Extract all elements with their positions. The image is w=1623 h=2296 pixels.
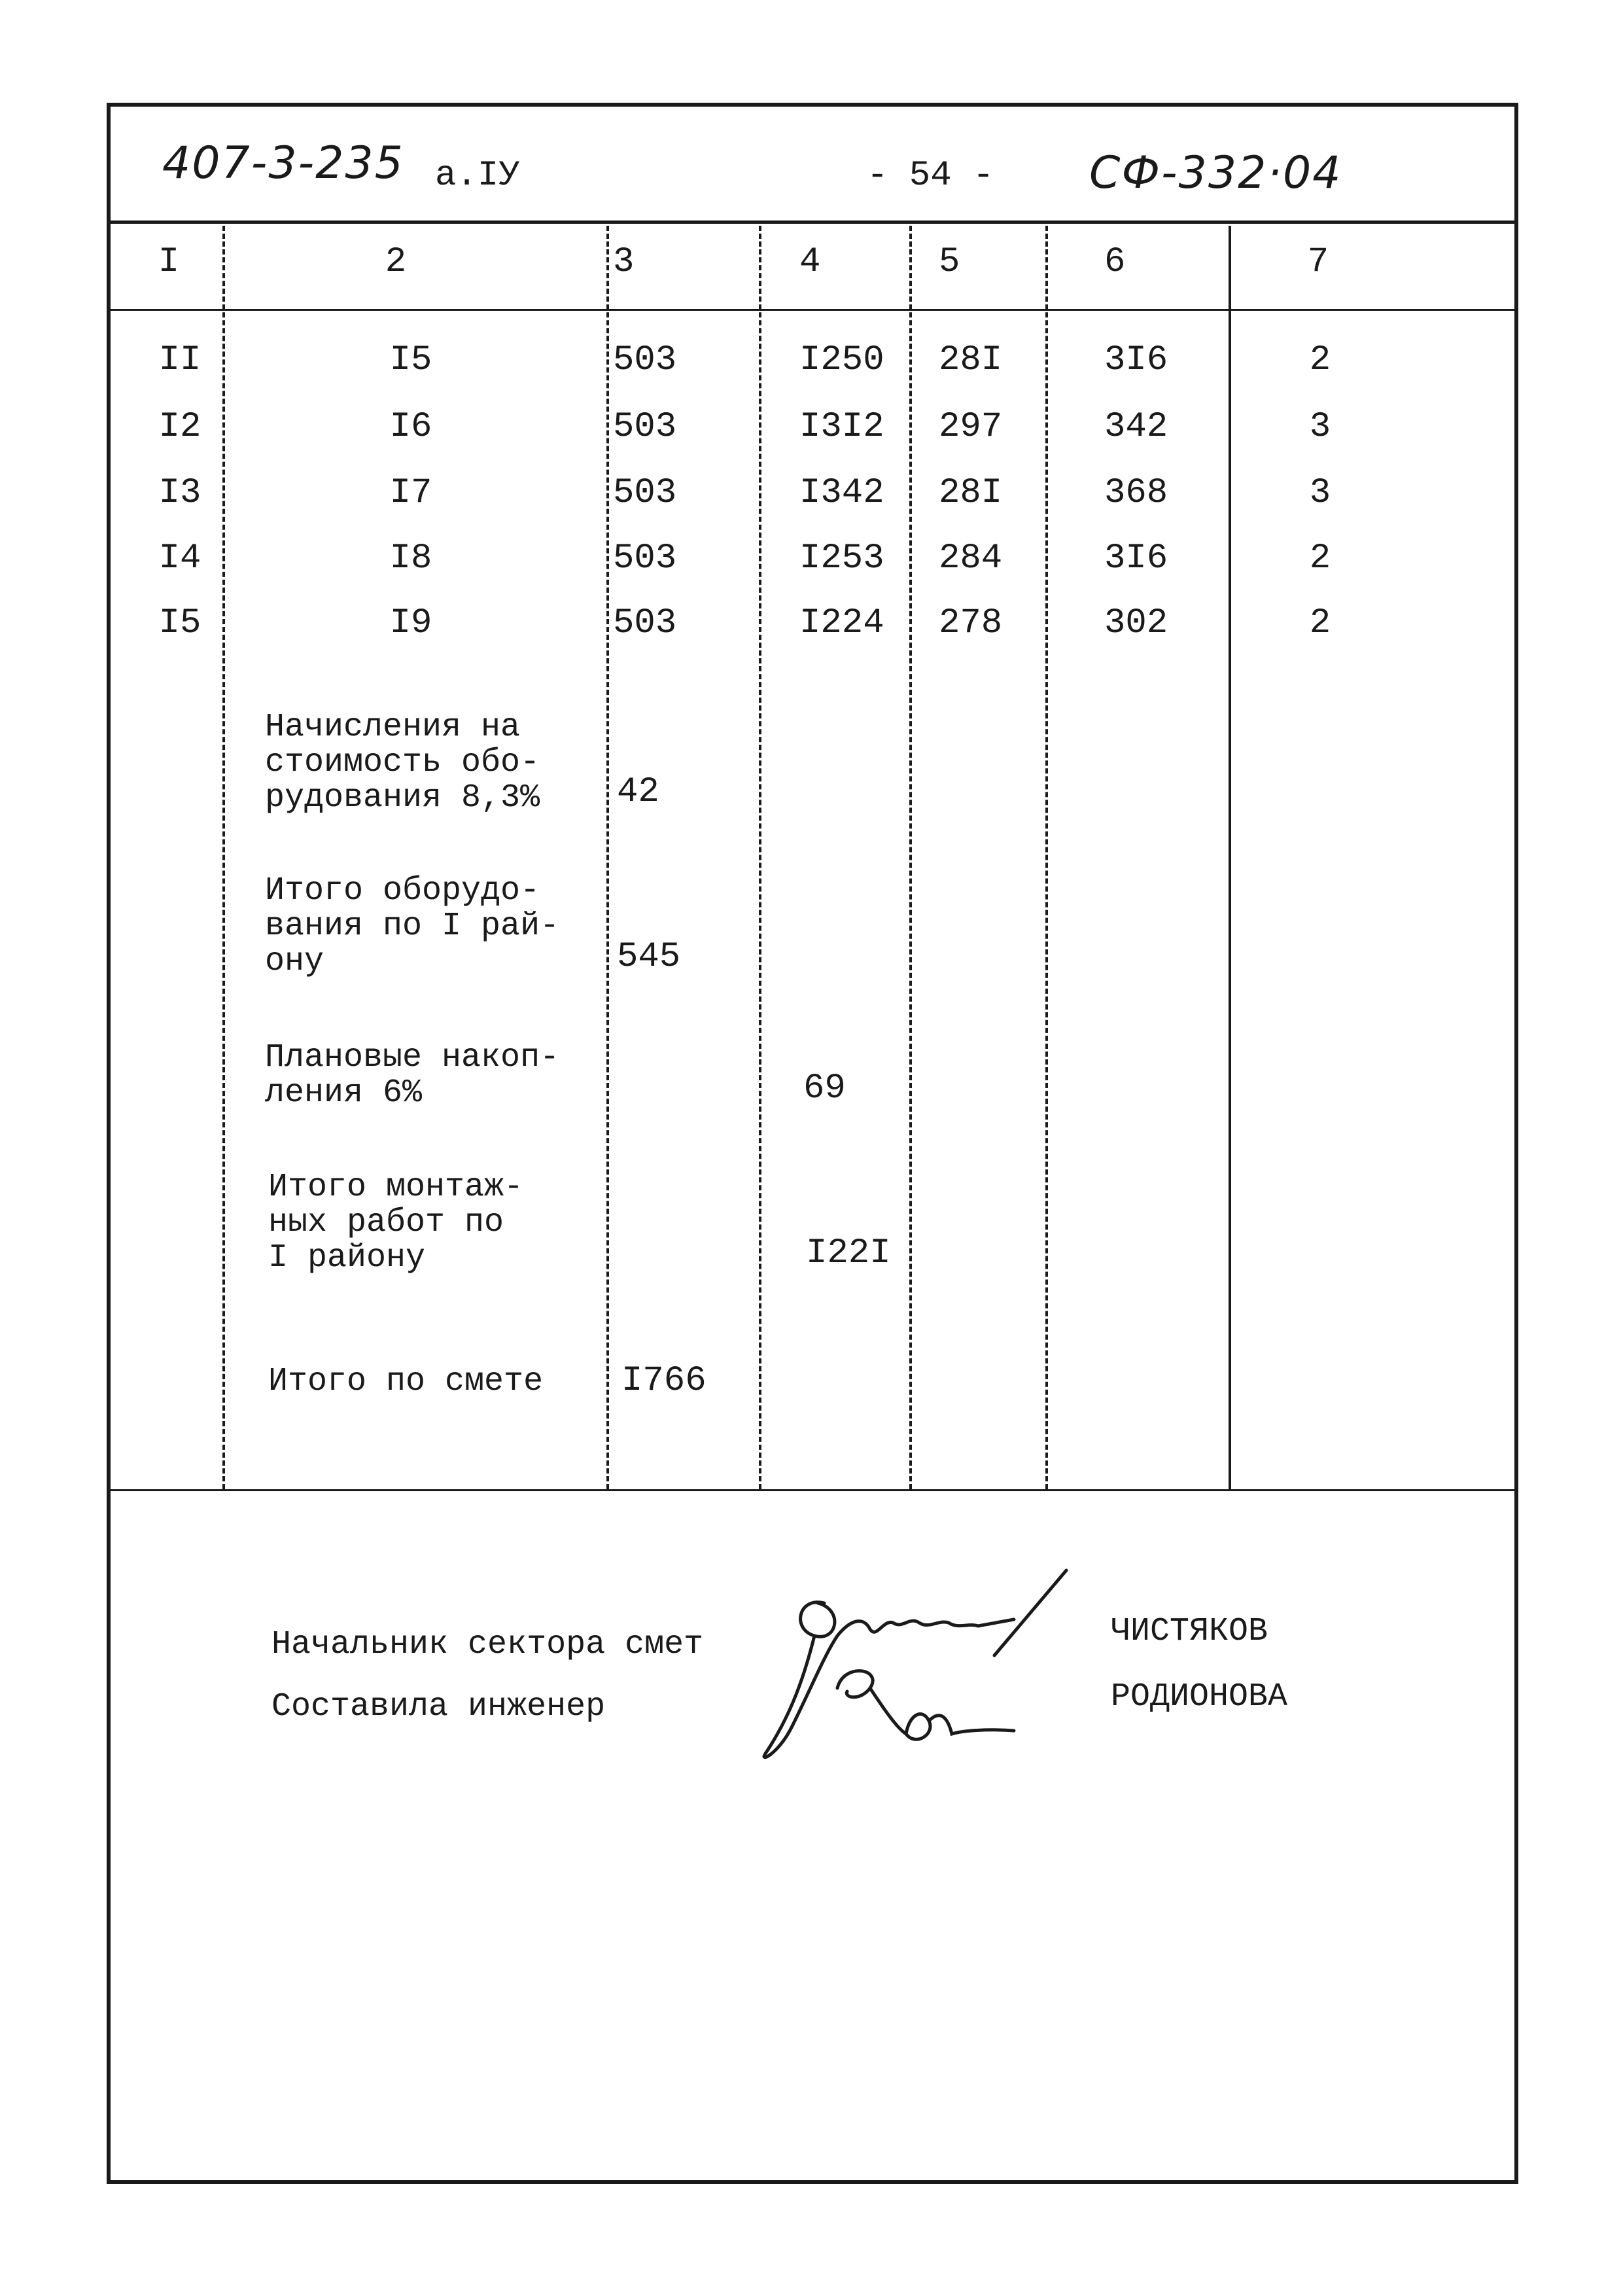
- row-cell: I9: [389, 603, 432, 643]
- signature-role-engineer: Составила инженер: [271, 1688, 606, 1725]
- col-header-1: I: [158, 242, 180, 282]
- row-cell: II: [158, 340, 201, 380]
- signature-name-engineer: РОДИОНОВА: [1111, 1678, 1288, 1716]
- row-cell: I3I2: [799, 407, 884, 447]
- row-cell: 3I6: [1104, 340, 1168, 380]
- row-cell: 503: [613, 473, 677, 513]
- col-divider-1: [222, 226, 225, 1489]
- summary-label-equipment-charges: Начисления на стоимость обо- рудования 8,3%: [265, 709, 540, 817]
- row-cell: 297: [939, 407, 1003, 447]
- col-divider-3: [759, 226, 761, 1489]
- col-header-5: 5: [939, 242, 960, 282]
- summary-label-installation-total: Итого монтаж- ных работ по I району: [268, 1169, 524, 1277]
- row-cell: I4: [158, 539, 201, 578]
- summary-value-equipment-charges: 42: [617, 772, 659, 812]
- row-cell: 2: [1309, 539, 1331, 578]
- col-divider-2: [606, 226, 609, 1489]
- row-cell: I5: [158, 603, 201, 643]
- row-cell: 3I6: [1104, 539, 1168, 578]
- row-cell: 2: [1309, 340, 1331, 380]
- header-divider: [111, 221, 1514, 224]
- row-cell: 503: [613, 340, 677, 380]
- row-cell: I250: [799, 340, 884, 380]
- row-cell: I2: [158, 407, 201, 447]
- row-cell: I3: [158, 473, 201, 513]
- summary-value-planned-savings: 69: [803, 1069, 846, 1108]
- row-cell: I7: [389, 473, 432, 513]
- row-cell: 368: [1104, 473, 1168, 513]
- row-cell: 503: [613, 407, 677, 447]
- row-cell: 28I: [939, 473, 1003, 513]
- col-header-6: 6: [1104, 242, 1126, 282]
- handwritten-signatures: [752, 1557, 1092, 1773]
- row-cell: 28I: [939, 340, 1003, 380]
- column-header-divider: [111, 309, 1514, 311]
- album-number: а.IУ: [435, 156, 520, 196]
- sheet-code: СФ-332·04: [1089, 147, 1342, 199]
- summary-value-estimate-total: I766: [621, 1361, 707, 1401]
- doc-code: 407-3-235: [162, 137, 404, 189]
- row-cell: I253: [799, 539, 884, 578]
- row-cell: 503: [613, 539, 677, 578]
- col-header-4: 4: [799, 242, 821, 282]
- col-divider-4: [909, 226, 912, 1489]
- summary-label-estimate-total: Итого по смете: [268, 1363, 544, 1400]
- row-cell: 302: [1104, 603, 1168, 643]
- summary-value-equipment-total: 545: [617, 937, 681, 977]
- col-header-7: 7: [1307, 242, 1329, 282]
- row-cell: I342: [799, 473, 884, 513]
- signature-role-head: Начальник сектора смет: [271, 1626, 704, 1663]
- row-cell: 342: [1104, 407, 1168, 447]
- page-number: - 54 -: [867, 156, 994, 196]
- signature-name-head: ЧИСТЯКОВ: [1111, 1613, 1268, 1650]
- col-header-2: 2: [385, 242, 407, 282]
- row-cell: I224: [799, 603, 884, 643]
- row-cell: I8: [389, 539, 432, 578]
- row-cell: 503: [613, 603, 677, 643]
- row-cell: 2: [1309, 603, 1331, 643]
- row-cell: 3: [1309, 473, 1331, 513]
- summary-label-equipment-total: Итого оборудо- вания по I рай- ону: [265, 872, 560, 980]
- col-divider-5: [1045, 226, 1048, 1489]
- row-cell: I5: [389, 340, 432, 380]
- row-cell: 3: [1309, 407, 1331, 447]
- row-cell: 284: [939, 539, 1003, 578]
- table-bottom-line: [111, 1489, 1514, 1491]
- col-header-3: 3: [613, 242, 635, 282]
- row-cell: I6: [389, 407, 432, 447]
- summary-label-planned-savings: Плановые накоп- ления 6%: [265, 1039, 560, 1112]
- col-divider-6: [1229, 226, 1231, 1489]
- summary-value-installation-total: I22I: [806, 1233, 891, 1273]
- row-cell: 278: [939, 603, 1003, 643]
